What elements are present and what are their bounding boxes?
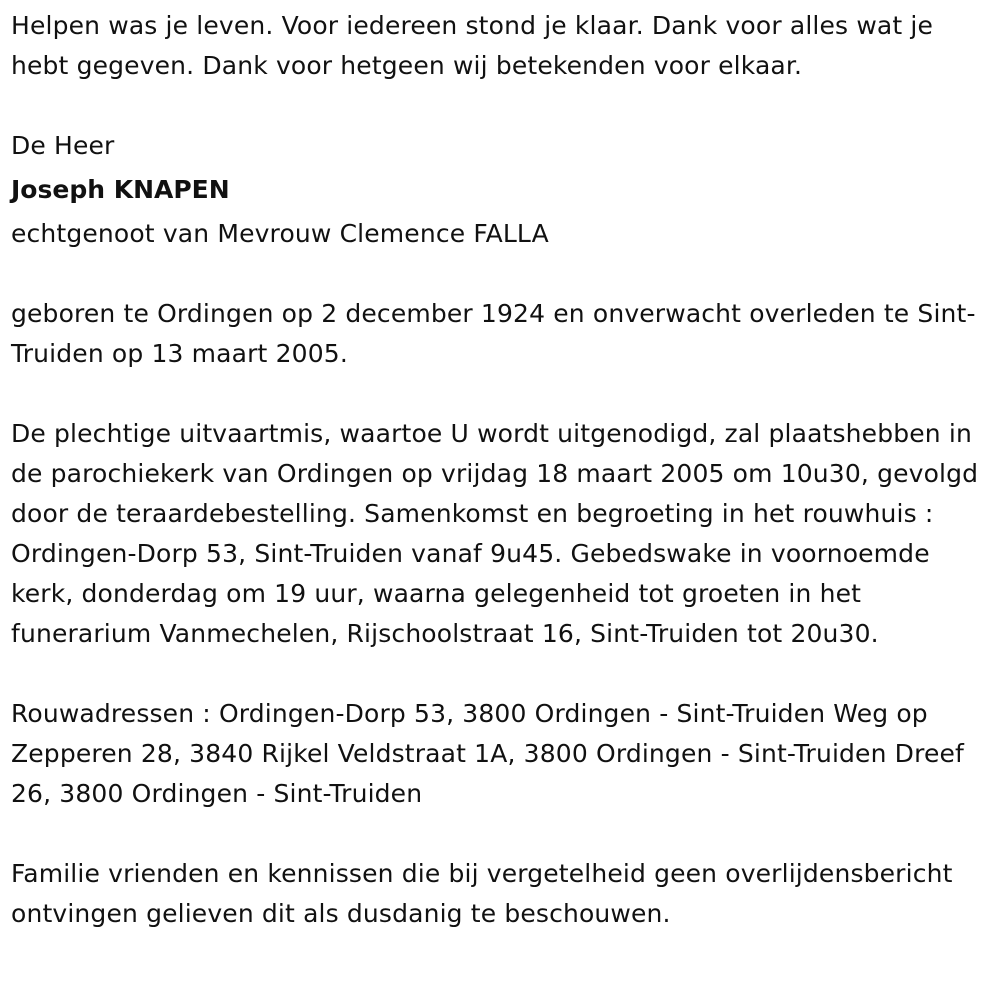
funeral-text: De plechtige uitvaartmis, waartoe U wordt uitgenodigd, zal plaatshebben in de parochiekerk van Ordingen op vrijdag 18 maart 2005 om 10u30, gevolgd door de teraardebestelling. Samenkomst en begroeting in het rouwhuis : Ordingen-Dorp 53, Sint-Truiden vanaf 9u45. Gebedswake in voornoemde kerk, donderdag om 19 uur, waarna gelegenheid tot groeten in het funerarium Vanmechelen, Rijschoolstraat 16, Sint-Truiden tot 20u30. — [11, 419, 979, 648]
spacer — [11, 374, 991, 414]
intro-text: Helpen was je leven. Voor iedereen stond je klaar. Dank voor alles wat je hebt gegeven. Dank voor hetgeen wij betekenden voor elkaar. — [11, 11, 934, 80]
spacer — [11, 814, 991, 854]
spacer — [11, 654, 991, 694]
spouse-text: echtgenoot van Mevrouw Clemence FALLA — [11, 219, 549, 248]
salutation: De Heer — [11, 131, 115, 160]
spacer — [11, 254, 991, 294]
spacer — [11, 86, 991, 126]
closing-text: Familie vrienden en kennissen die bij vergetelheid geen overlijdensbericht ontvingen gelieven dit als dusdanig te beschouwen. — [11, 859, 953, 928]
obituary-notice — [11, 6, 991, 934]
birth-death-text: geboren te Ordingen op 2 december 1924 en onverwacht overleden te Sint-Truiden op 13 maart 2005. — [11, 299, 976, 368]
deceased-name: Joseph KNAPEN — [11, 175, 230, 204]
addresses-text: Rouwadressen : Ordingen-Dorp 53, 3800 Ordingen - Sint-Truiden Weg op Zepperen 28, 3840 Rijkel Veldstraat 1A, 3800 Ordingen - Sint-Truiden Dreef 26, 3800 Ordingen - Sint-Truiden — [11, 699, 964, 808]
